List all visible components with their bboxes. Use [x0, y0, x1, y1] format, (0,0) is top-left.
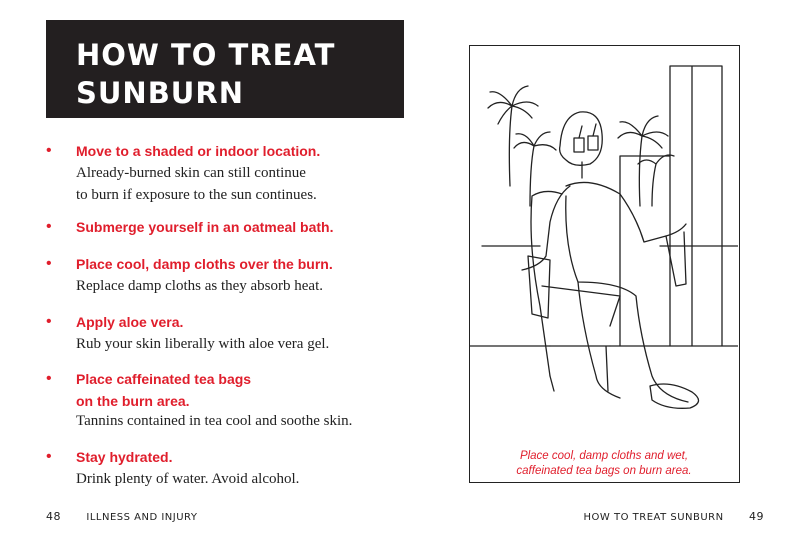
illustration-caption: Place cool, damp cloths and wet, caffeinated tea bags on burn area. — [516, 450, 692, 477]
illustration-frame — [469, 45, 740, 483]
bullet-icon: • — [46, 313, 52, 330]
tip-heading: Move to a shaded or indoor location. — [76, 143, 321, 159]
bullet-icon: • — [46, 255, 52, 272]
page-number-left: 48 — [46, 510, 61, 523]
running-head-left: ILLNESS AND INJURY — [86, 512, 198, 523]
bullet-icon: • — [46, 370, 52, 387]
tip-body: Drink plenty of water. Avoid alcohol. — [76, 471, 300, 487]
bullet-icon: • — [46, 142, 52, 159]
bullet-icon: • — [46, 448, 52, 465]
tip-heading: Stay hydrated. — [76, 449, 173, 465]
bullet-icon: • — [46, 218, 52, 235]
tip-body: Already-burned skin can still continue to burn if exposure to the sun continues. — [76, 165, 317, 203]
page-number-right: 49 — [749, 510, 764, 523]
footer-left — [46, 510, 197, 523]
woman-in-chair-illustration — [470, 46, 738, 446]
tip-body: Tannins contained in tea cool and soothe skin. — [76, 413, 353, 429]
title-box — [46, 20, 404, 118]
page-title: HOW TO TREAT SUNBURN — [76, 38, 336, 110]
tip-heading: Apply aloe vera. — [76, 314, 184, 330]
tip-heading: Submerge yourself in an oatmeal bath. — [76, 219, 334, 235]
running-head-right: HOW TO TREAT SUNBURN — [583, 512, 724, 523]
tip-heading: Place caffeinated tea bags on the burn area. — [76, 371, 252, 409]
tip-body: Rub your skin liberally with aloe vera gel. — [76, 336, 330, 352]
tip-body: Replace damp cloths as they absorb heat. — [76, 278, 324, 294]
tip-heading: Place cool, damp cloths over the burn. — [76, 256, 333, 272]
footer-right — [584, 510, 764, 523]
